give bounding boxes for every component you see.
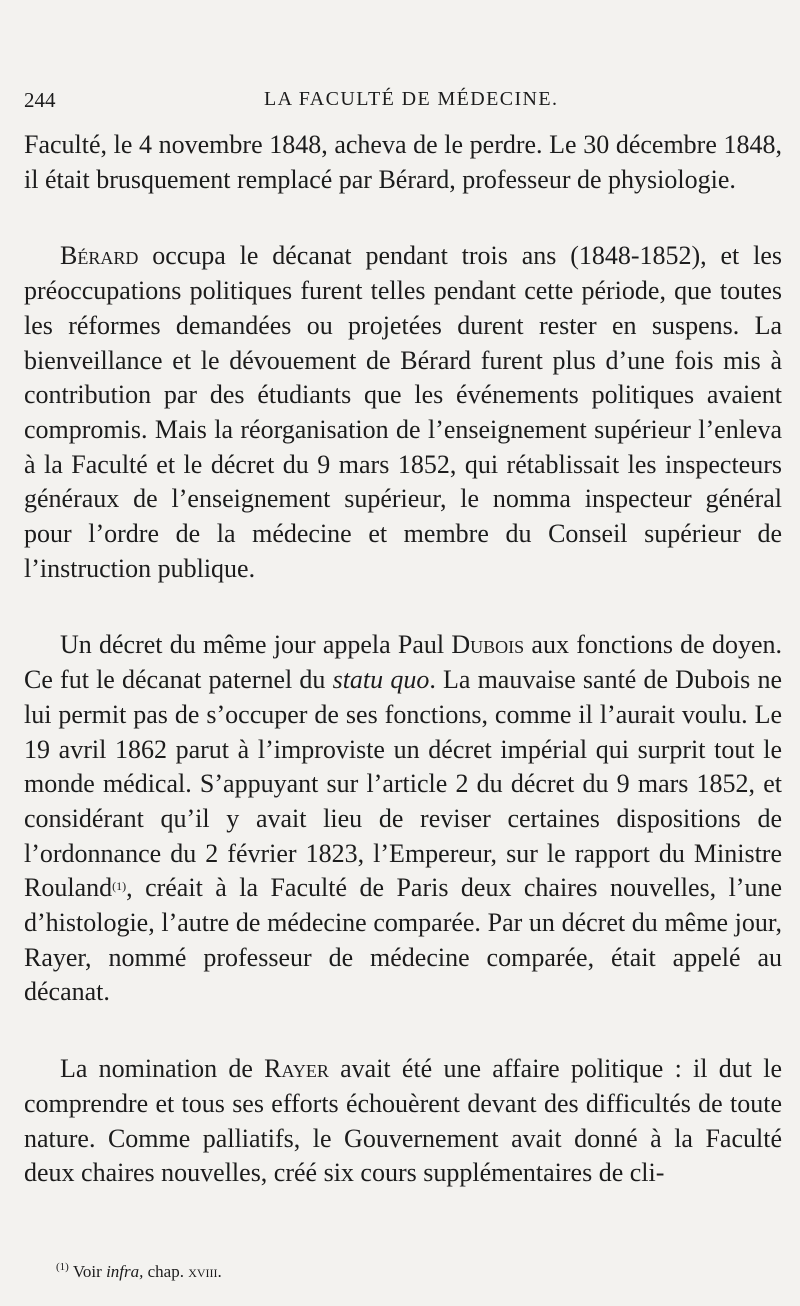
footnote-text: chap. — [143, 1262, 189, 1281]
footnote — [56, 1262, 222, 1282]
footnote-chapter: xviii. — [188, 1262, 222, 1281]
paragraph-text: Un décret du même jour appela Paul — [60, 630, 452, 660]
footnote-reference: (1) — [112, 879, 127, 894]
person-name-berard: Bérard — [60, 241, 139, 271]
italic-phrase: statu quo — [332, 665, 430, 695]
body-text — [24, 128, 782, 1191]
paragraph-text: La nomination de — [60, 1054, 265, 1084]
footnote-text: Voir — [72, 1262, 107, 1281]
paragraph-text: aux fonctions de doyen. Ce fut le décanat paternel du — [24, 630, 782, 695]
paragraph-dubois — [24, 628, 782, 1010]
running-head: LA FACULTÉ DE MÉDECINE. — [264, 88, 559, 110]
paragraph-rayer — [24, 1052, 782, 1191]
person-name-dubois: Dubois — [451, 630, 525, 660]
person-name-rayer: Rayer — [264, 1054, 329, 1084]
footnote-italic: infra, — [106, 1262, 144, 1281]
paragraph-text: . La mauvaise santé de Dubois ne lui permit pas de s’occuper de ses fonctions, comme il l’aurait voulu. Le 19 avril 1862 parut à l’improviste un décret impérial qui surprit tout le monde médical. S’appuyant sur l’article 2 du décret du 9 mars 1852, et considérant qu’il y avait lieu de reviser certaines dispositions de l’ordonnance du 2 février 1823, l’Empereur, sur le rapport du Ministre Rouland — [24, 665, 783, 903]
page-number: 244 — [24, 88, 56, 112]
footnote-mark: (1) — [56, 1261, 69, 1273]
paragraph-text: occupa le décanat pendant trois ans (1848-1852), et les préoccupations politiques furent telles pendant cette période, que toutes les réformes demandées ou projetées durent rester en suspens. La bienveillance et le dévouement de Bérard furent plus d’une fois mis à contribution par des étudiants que les événements politiques avaient compromis. Mais la réorganisation de l’enseignement supérieur l’enleva à la Faculté et le décret du 9 mars 1852, qui rétablissait les inspecteurs généraux de l’enseignement supérieur, le nomma inspecteur général pour l’ordre de la médecine et membre du Conseil supérieur de l’instruction publique. — [24, 241, 782, 583]
paragraph-text: Faculté, le 4 novembre 1848, acheva de le perdre. Le 30 décembre 1848, il était brusquement remplacé par Bérard, professeur de physiologie. — [24, 130, 782, 194]
paragraph-continued — [24, 128, 782, 197]
paragraph-text: , créait à la Faculté de Paris deux chaires nouvelles, l’une d’histologie, l’autre de médecine comparée. Par un décret du même jour, Rayer, nommé professeur de médecine comparée, était appelé au décanat. — [24, 873, 782, 1007]
page-header — [24, 84, 784, 114]
paragraph-berard — [24, 239, 782, 586]
paragraph-text: avait été une affaire politique : il dut le comprendre et tous ses efforts échouèrent devant des difficultés de toute nature. Comme palliatifs, le Gouvernement avait donné à la Faculté deux chaires nouvelles, créé six cours supplémentaires de cli- — [24, 1054, 782, 1188]
